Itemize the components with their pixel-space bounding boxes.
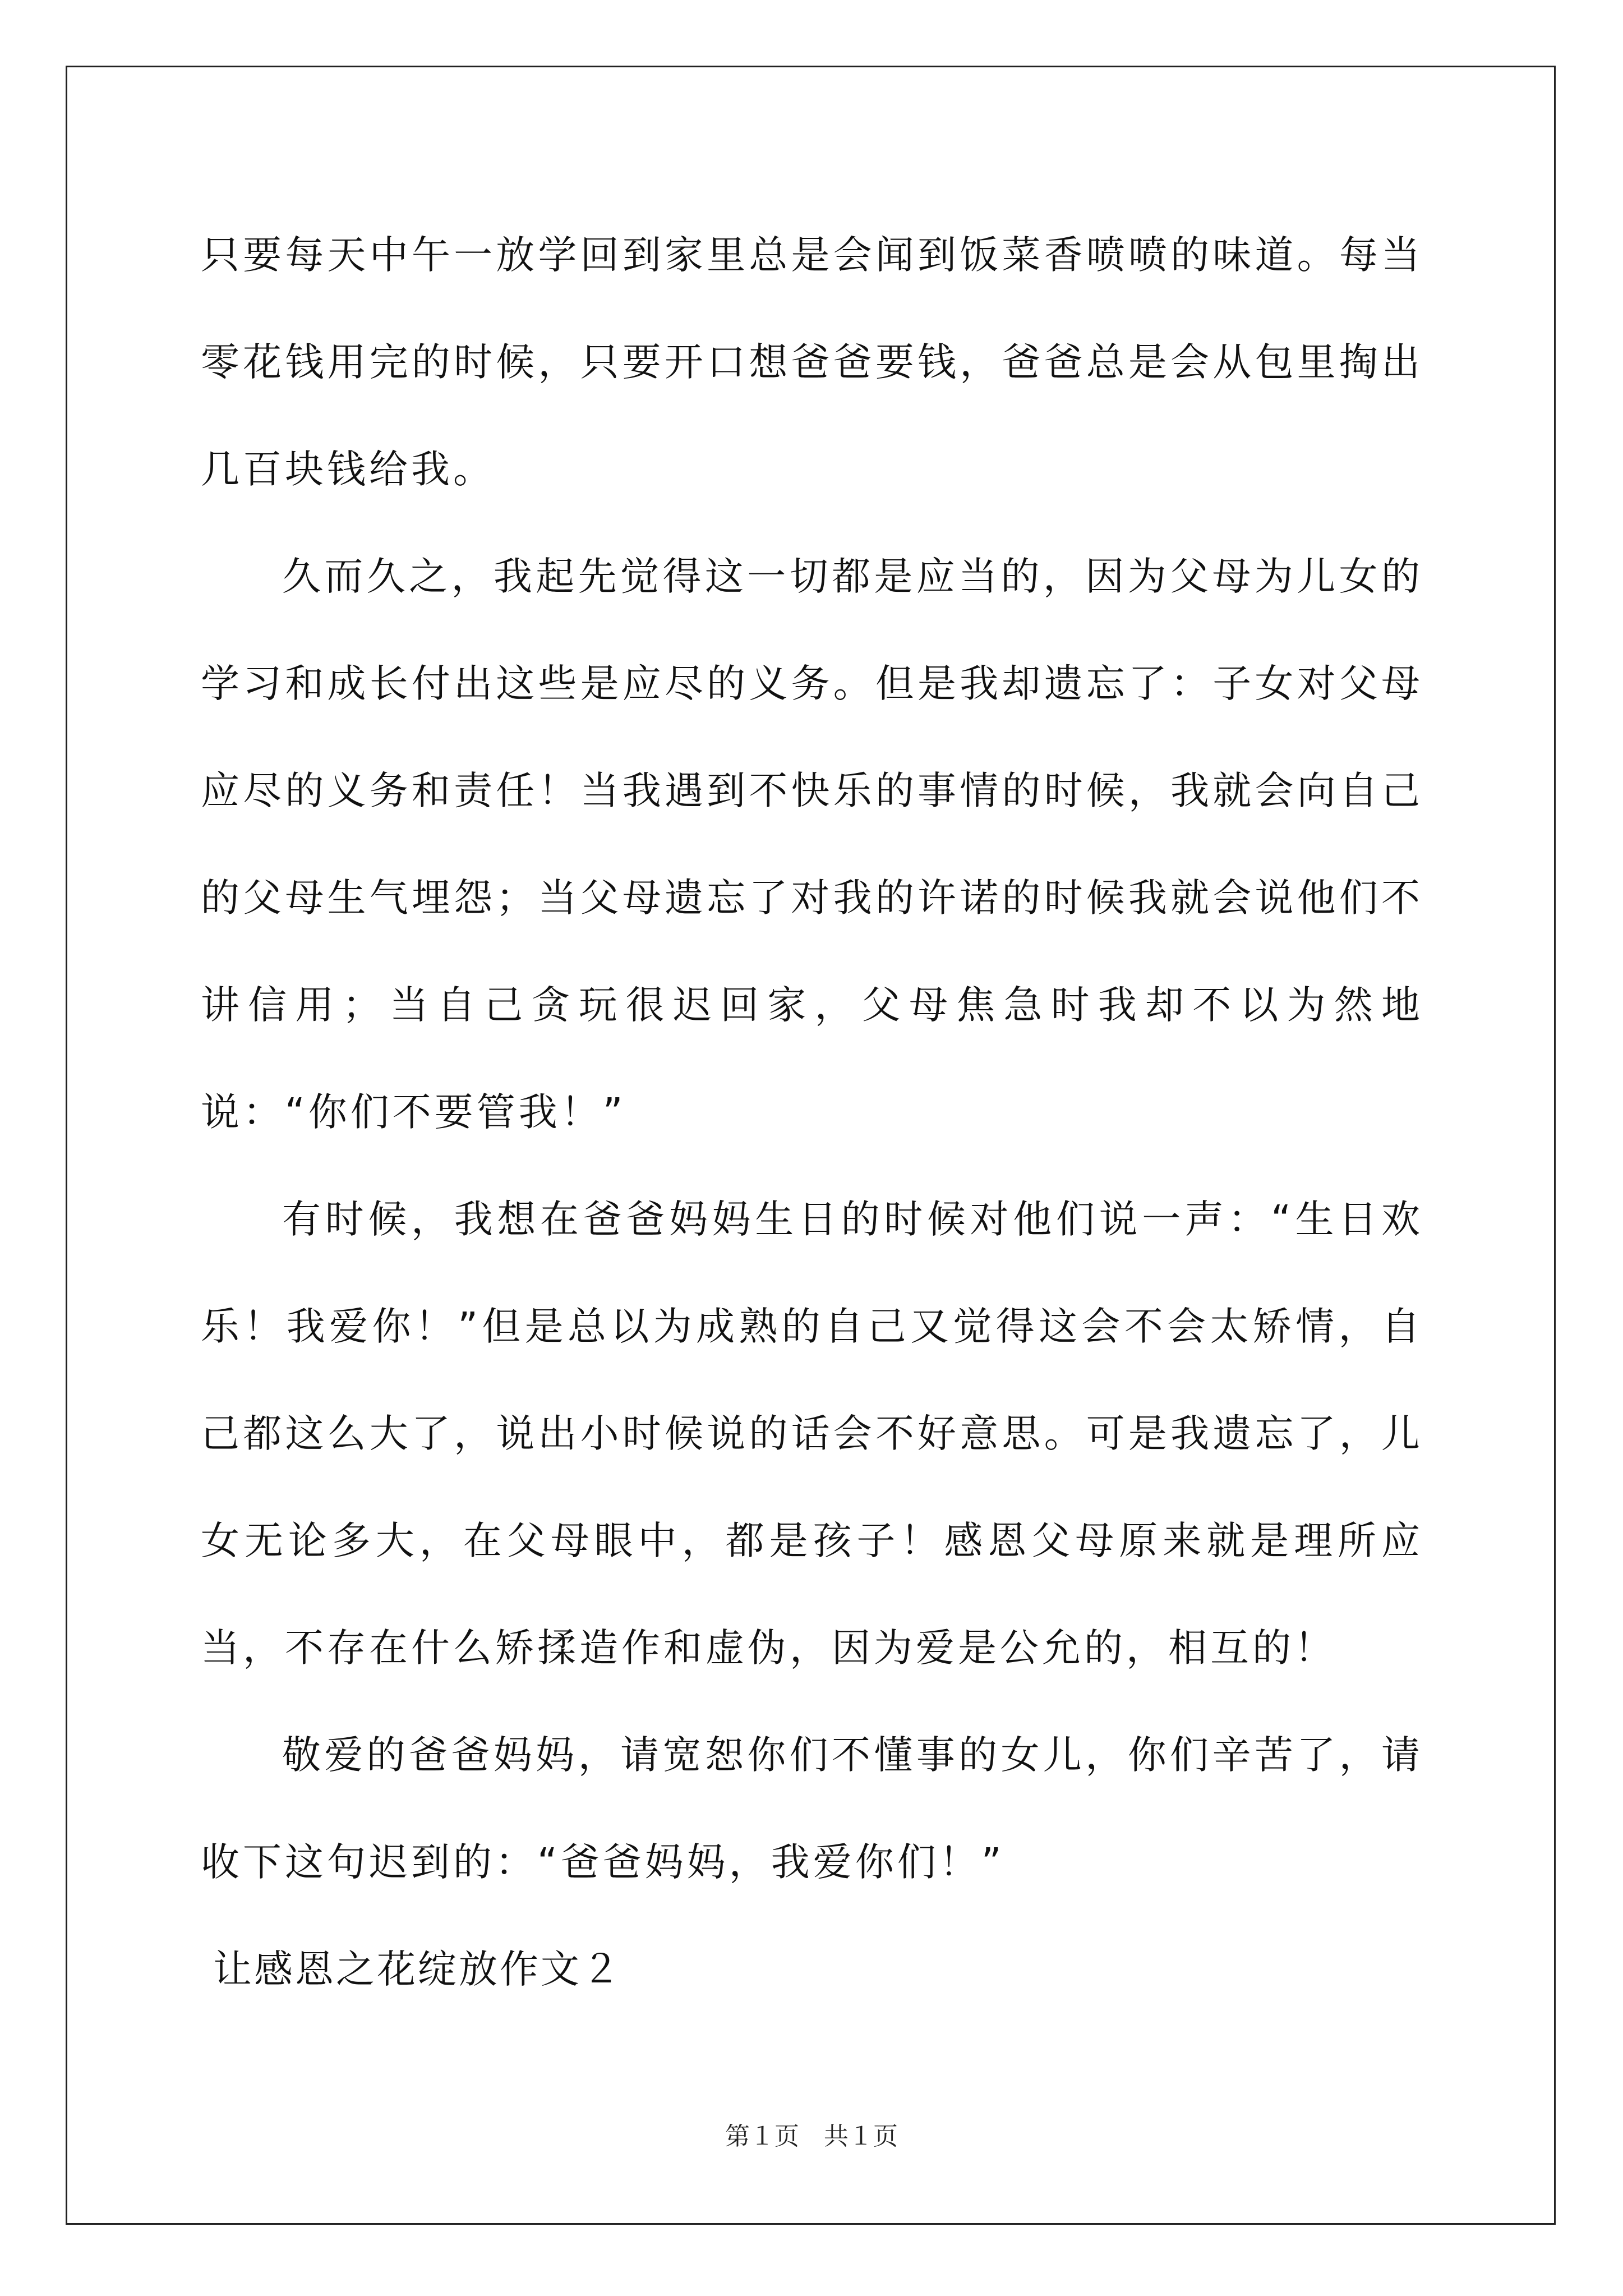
paragraph-1: 只要每天中午一放学回到家里总是会闻到饭菜香喷喷的味道。每当零花钱用完的时候，只要开口想爸爸要钱，爸爸总是会从包里掏出几百块钱给我。 bbox=[201, 233, 1423, 492]
paragraph-3: 有时候，我想在爸爸妈妈生日的时候对他们说一声：“生日欢乐！我爱你！”但是总以为成熟的自己又觉得这会不会太矫情，自己都这么大了，说出小时候说的话会不好意思。可是我遗忘了，儿女无论多大，在父母眼中，都是孩子！感恩父母原来就是理所应当，不存在什么矫揉造作和虚伪，因为爱是公允的，相互的！ bbox=[201, 1197, 1423, 1671]
paragraph-2: 久而久之，我起先觉得这一切都是应当的，因为父母为儿女的学习和成长付出这些是应尽的义务。但是我却遗忘了：子女对父母应尽的义务和责任！当我遇到不快乐的事情的时候，我就会向自己的父母生气埋怨；当父母遗忘了对我的许诺的时候我就会说他们不讲信用；当自己贪玩很迟回家，父母焦急时我却不以为然地说：“你们不要管我！” bbox=[201, 554, 1423, 1135]
page-footer bbox=[0, 2116, 1623, 2152]
paragraph-4: 敬爱的爸爸妈妈，请宽恕你们不懂事的女儿，你们辛苦了，请收下这句迟到的：“爸爸妈妈，我爱你们！” bbox=[201, 1733, 1423, 1885]
document-body bbox=[201, 202, 1423, 2023]
page-number: 第１页 bbox=[725, 2122, 799, 2151]
page-total: 共１页 bbox=[824, 2122, 898, 2151]
section-heading: 让感恩之花绽放作文２ bbox=[213, 1947, 623, 1992]
